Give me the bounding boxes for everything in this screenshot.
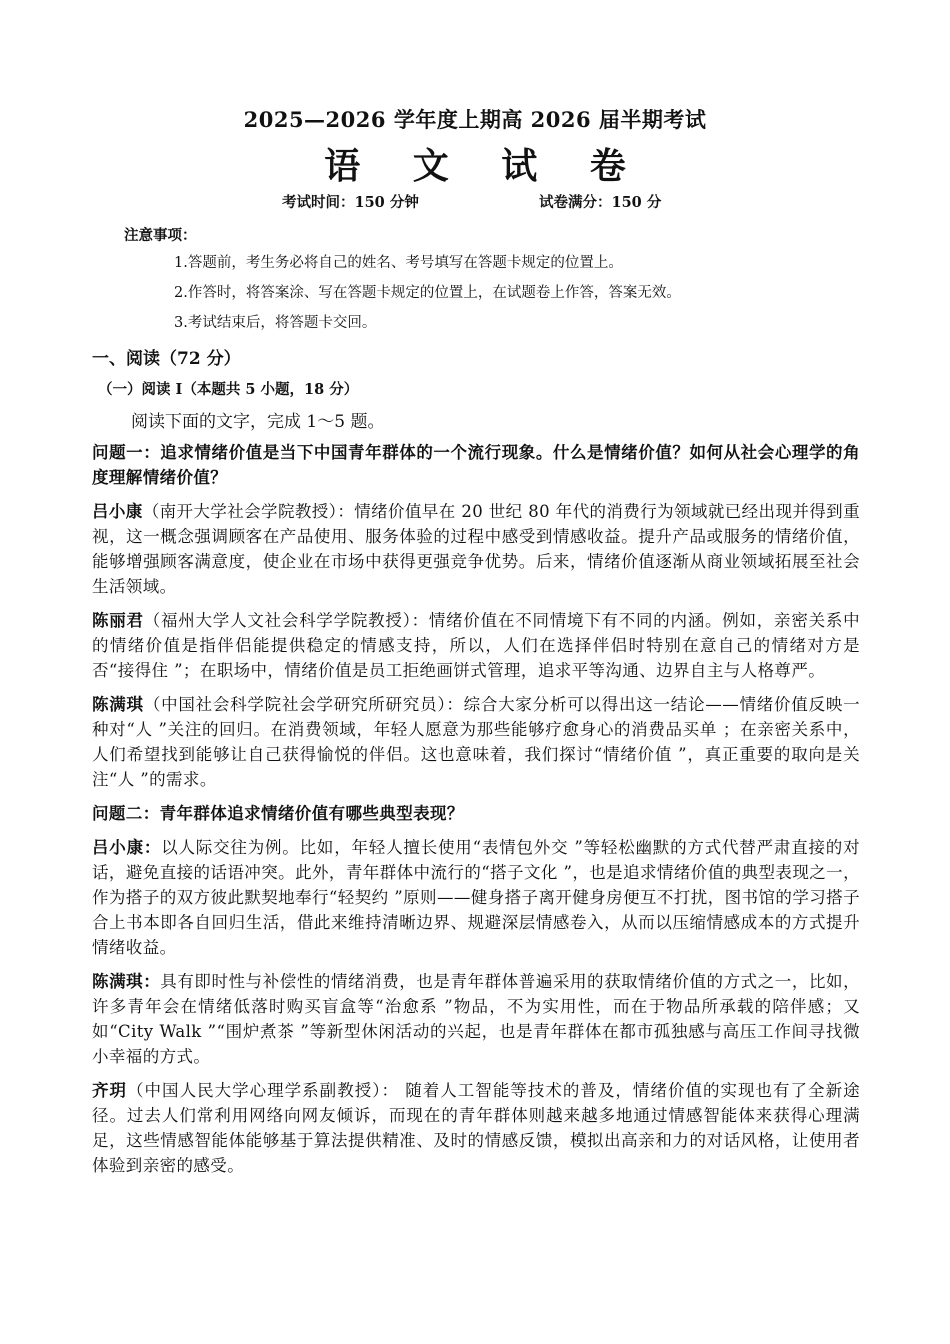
speaker-name: 吕小康： <box>92 838 162 857</box>
speaker-name: 陈满琪 <box>92 695 144 714</box>
article-body <box>92 440 860 1187</box>
subject-title: 语 文 试 卷 <box>324 145 646 187</box>
reading-instruction: 阅读下面的文字，完成 1～5 题。 <box>131 412 385 432</box>
section-title: 一、阅读（72 分） <box>92 349 241 369</box>
speech-paragraph <box>92 692 860 792</box>
speech-paragraph <box>92 608 860 683</box>
speech-paragraph <box>92 499 860 599</box>
notice-item: 3.考试结束后，将答题卡交回。 <box>174 315 377 331</box>
speech-text: （中国人民大学心理学系副教授）： 随着人工智能等技术的普及，情绪价值的实现也有了全新途径。过去人们常利用网络向网友倾诉，而现在的青年群体则越来越多地通过情感智能体来获得心理满足，这些情感智能体能够基于算法提供精准、及时的情感反馈，模拟出高亲和力的对话风格，让使用者体验到亲密的感受。 <box>92 1081 860 1175</box>
speech-text: （南开大学社会学院教授）：情绪价值早在 20 世纪 80 年代的消费行为领域就已经出现并得到重视，这一概念强调顾客在产品使用、服务体验的过程中感受到情感收益。提升产品或服务的情绪价值，能够增强顾客满意度，使企业在市场中获得更强竞争优势。后来，情绪价值逐渐从商业领域拓展至社会生活领域。 <box>92 502 860 596</box>
exam-time: 考试时间：150 分钟 <box>282 194 419 211</box>
speaker-name: 吕小康 <box>92 502 143 521</box>
speaker-name: 齐玥 <box>92 1081 128 1100</box>
speaker-name: 陈满琪： <box>92 972 161 991</box>
speech-text: 以人际交往为例。比如，年轻人擅长使用“表情包外交 ”等轻松幽默的方式代替严肃直接的对话，避免直接的话语冲突。此外，青年群体中流行的“搭子文化 ”，也是追求情绪价值的典型表现之一，作为搭子的双方彼此默契地奉行“轻契约 ”原则——健身搭子离开健身房便互不打扰，图书馆的学习搭子合上书本即各自回归生活，借此来维持清晰边界、规避深层情感卷入，从而以压缩情感成本的方式提升情绪收益。 <box>92 838 860 957</box>
speech-paragraph <box>92 969 860 1069</box>
question-heading: 问题一：追求情绪价值是当下中国青年群体的一个流行现象。什么是情绪价值？如何从社会心理学的角度理解情绪价值？ <box>92 443 860 487</box>
speech-text: （福州大学人文社会科学学院教授）：情绪价值在不同情境下有不同的内涵。例如，亲密关系中的情绪价值是指伴侣能提供稳定的情感支持，所以，人们在选择伴侣时特别在意自己的情绪对方是否“接得住 ”；在职场中，情绪价值是员工拒绝画饼式管理，追求平等沟通、边界自主与人格尊严。 <box>92 611 860 680</box>
notice-item: 2.作答时，将答案涂、写在答题卡规定的位置上，在试题卷上作答，答案无效。 <box>174 285 681 301</box>
notice-heading: 注意事项： <box>124 227 197 244</box>
speech-text: 具有即时性与补偿性的情绪消费，也是青年群体普遍采用的获取情绪价值的方式之一，比如，许多青年会在情绪低落时购买盲盒等“治愈系 ”物品，不为实用性，而在于物品所承载的陪伴感；又如“City Walk ”“围炉煮茶 ”等新型休闲活动的兴起，也是青年群体在都市孤独感与高压工作间寻找微小幸福的方式。 <box>92 972 860 1066</box>
notice-list <box>174 252 681 342</box>
exam-title: 2025—2026 学年度上期高 2026 届半期考试 <box>243 107 707 132</box>
speech-paragraph <box>92 1078 860 1178</box>
speech-paragraph <box>92 835 860 960</box>
question-heading: 问题二：青年群体追求情绪价值有哪些典型表现？ <box>92 804 464 823</box>
full-score: 试卷满分：150 分 <box>539 194 662 211</box>
subsection-title: （一）阅读 Ⅰ（本题共 5 小题，18 分） <box>98 381 359 398</box>
notice-item: 1.答题前，考生务必将自己的姓名、考号填写在答题卡规定的位置上。 <box>174 255 623 271</box>
speaker-name: 陈丽君 <box>92 611 144 630</box>
speech-text: （中国社会科学院社会学研究所研究员）：综合大家分析可以得出这一结论——情绪价值反映一种对“人 ”关注的回归。在消费领域，年轻人愿意为那些能够疗愈身心的消费品买单 ；在亲密关系中，人们希望找到能够让自己获得愉悦的伴侣。这也意味着，我们探讨“情绪价值 ”，真正重要的取向是关注“人 ”的需求。 <box>92 695 860 789</box>
